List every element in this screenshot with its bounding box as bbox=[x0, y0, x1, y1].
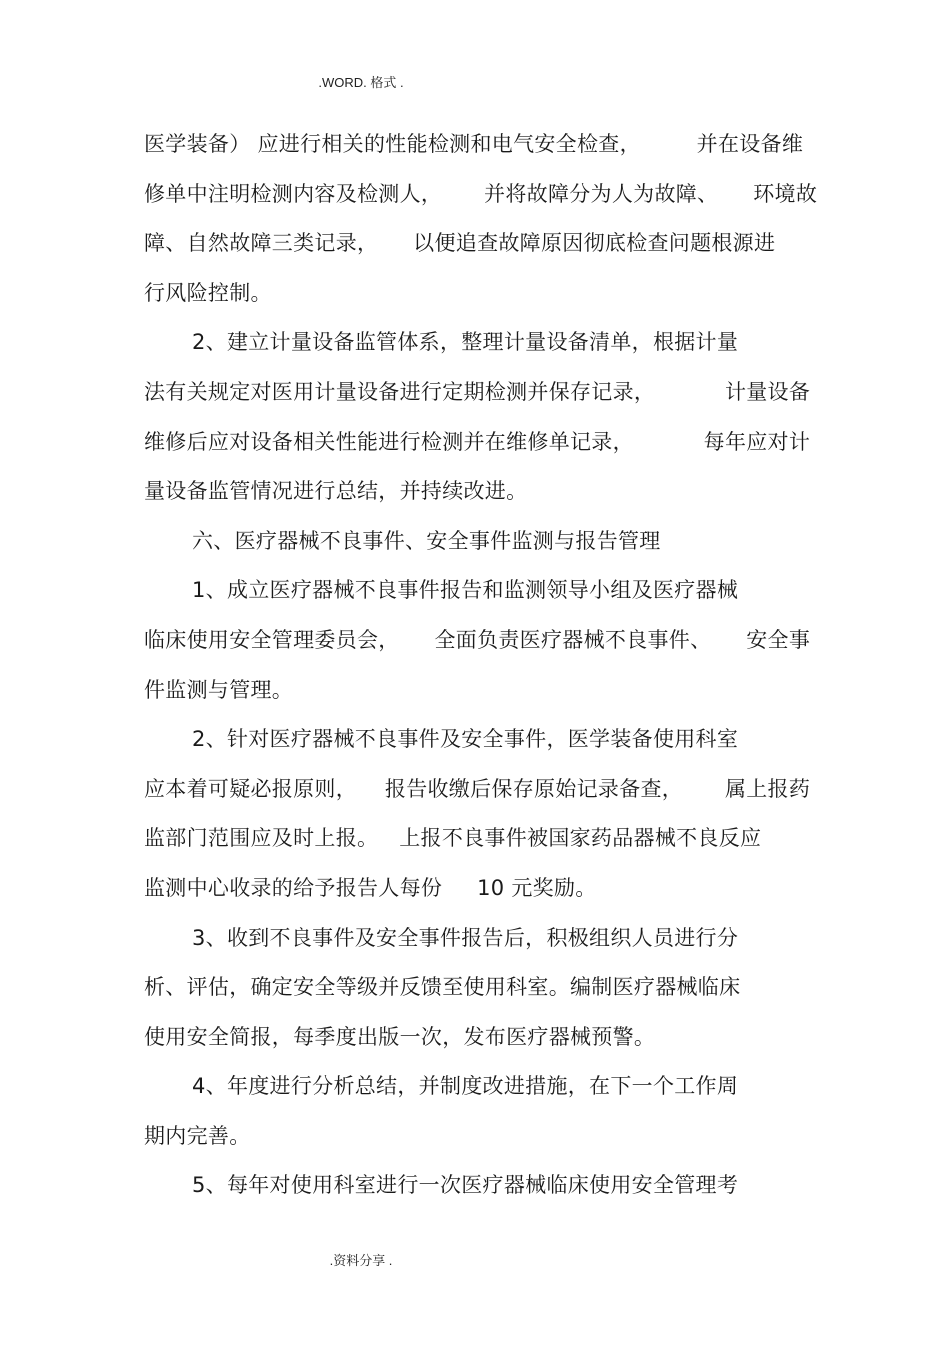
text-line: 期内完善。 bbox=[144, 1123, 251, 1148]
text-line: 监部门范围应及时上报。 上报不良事件被国家药品器械不良反应 bbox=[144, 826, 762, 851]
text-line: 法有关规定对医用计量设备进行定期检测并保存记录， 计量设备 bbox=[144, 379, 811, 404]
text-line: 量设备监管情况进行总结，并持续改进。 bbox=[144, 479, 528, 504]
text-line: 临床使用安全管理委员会， 全面负责医疗器械不良事件、 安全事 bbox=[144, 627, 811, 652]
text-line: 件监测与管理。 bbox=[144, 677, 294, 702]
text-line: 行风险控制。 bbox=[144, 280, 272, 305]
text-line: 维修后应对设备相关性能进行检测并在维修单记录， 每年应对计 bbox=[144, 429, 811, 454]
page-footer: .资料分享 . bbox=[329, 1253, 393, 1268]
section-heading: 六、医疗器械不良事件、安全事件监测与报告管理 bbox=[192, 528, 661, 553]
text-line: 应本着可疑必报原则， 报告收缴后保存原始记录备查， 属上报药 bbox=[144, 776, 811, 801]
text-line: 使用安全简报，每季度出版一次，发布医疗器械预警。 bbox=[144, 1024, 656, 1049]
text-line: 5、每年对使用科室进行一次医疗器械临床使用安全管理考 bbox=[192, 1173, 739, 1198]
text-line: 3、收到不良事件及安全事件报告后，积极组织人员进行分 bbox=[192, 925, 739, 950]
text-line: 4、年度进行分析总结，并制度改进措施，在下一个工作周 bbox=[192, 1074, 739, 1099]
text-line: 2、针对医疗器械不良事件及安全事件，医学装备使用科室 bbox=[192, 727, 739, 752]
document-body bbox=[144, 124, 818, 1215]
text-line: 1、成立医疗器械不良事件报告和监测领导小组及医疗器械 bbox=[192, 578, 739, 603]
text-line: 医学装备） 应进行相关的性能检测和电气安全检查， 并在设备维 bbox=[144, 132, 804, 156]
page-header: .WORD. 格式 . bbox=[318, 75, 404, 90]
text-line: 障、自然故障三类记录， 以便追查故障原因彻底检查问题根源进 bbox=[144, 231, 776, 256]
text-line: 2、建立计量设备监管体系，整理计量设备清单，根据计量 bbox=[192, 330, 739, 355]
text-line: 修单中注明检测内容及检测人， 并将故障分为人为故障、 环境故 bbox=[144, 181, 818, 206]
text-line: 析、评估，确定安全等级并反馈至使用科室。编制医疗器械临床 bbox=[144, 975, 741, 1000]
text-line: 监测中心收录的给予报告人每份 10 元奖励。 bbox=[144, 875, 597, 900]
